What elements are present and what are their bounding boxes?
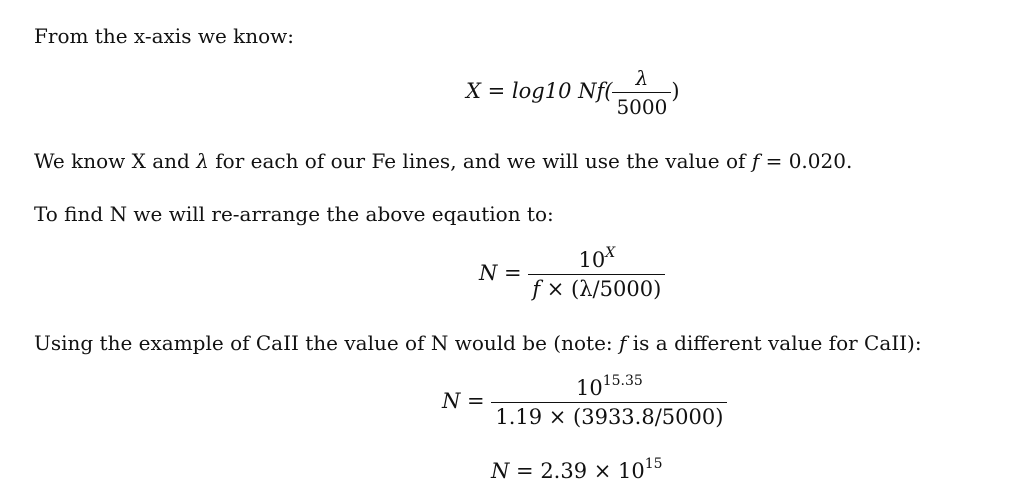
eq-func: log10 Nf(: [511, 79, 613, 103]
eq-equals: =: [480, 79, 512, 103]
eq-equals: =: [497, 261, 529, 285]
eq-num-exponent: X: [605, 245, 616, 261]
f-symbol: f: [751, 149, 760, 173]
f-symbol: f: [619, 331, 627, 355]
eq-fraction: [612, 66, 671, 119]
eq-den-f: f: [532, 277, 541, 301]
equation-x-definition: [466, 66, 680, 119]
eq-lhs: N: [442, 389, 461, 413]
eq-lhs: N: [479, 261, 498, 285]
eq-denominator: 5000: [616, 95, 668, 119]
equation-n-result: [491, 458, 663, 484]
paragraph-text: From the x-axis we know:: [34, 24, 295, 48]
paragraph-text: Using the example of CaII the value of N would be (note:: [34, 331, 619, 355]
paragraph-rearrange: [34, 202, 554, 226]
equation-n-caii: [442, 373, 727, 429]
eq-close-paren: ): [671, 79, 680, 103]
eq-numerator: [491, 373, 727, 403]
eq-denominator: [528, 275, 665, 301]
paragraph-text: We know X and: [34, 149, 197, 173]
eq-exponent: 15: [644, 456, 663, 472]
paragraph-text: To find N we will re-arrange the above eqaution to:: [34, 202, 554, 226]
eq-numerator: [528, 245, 665, 275]
eq-rhs: = 2.39 × 10: [509, 459, 645, 483]
paragraph-caii-example: [34, 331, 922, 355]
paragraph-x-axis: [34, 24, 294, 48]
paragraph-text: for each of our Fe lines, and we will use the value of: [208, 149, 752, 173]
eq-num-exponent: 15.35: [602, 373, 643, 389]
eq-numerator: λ: [612, 66, 671, 93]
eq-equals: =: [460, 389, 492, 413]
eq-denominator: 1.19 × (3933.8/5000): [495, 405, 724, 429]
eq-den-rest: × (λ/5000): [540, 277, 662, 301]
eq-num-base: 10: [575, 376, 603, 400]
eq-num-base: 10: [578, 248, 606, 272]
paragraph-known-values: [34, 149, 852, 173]
eq-fraction: [491, 373, 727, 429]
eq-fraction: [528, 245, 665, 301]
lambda-symbol: λ: [196, 149, 209, 173]
paragraph-text: = 0.020.: [759, 149, 853, 173]
paragraph-text: is a different value for CaII):: [626, 331, 922, 355]
eq-lhs: N: [491, 459, 510, 483]
eq-lhs: X: [466, 79, 481, 103]
equation-n-general: [479, 245, 665, 301]
